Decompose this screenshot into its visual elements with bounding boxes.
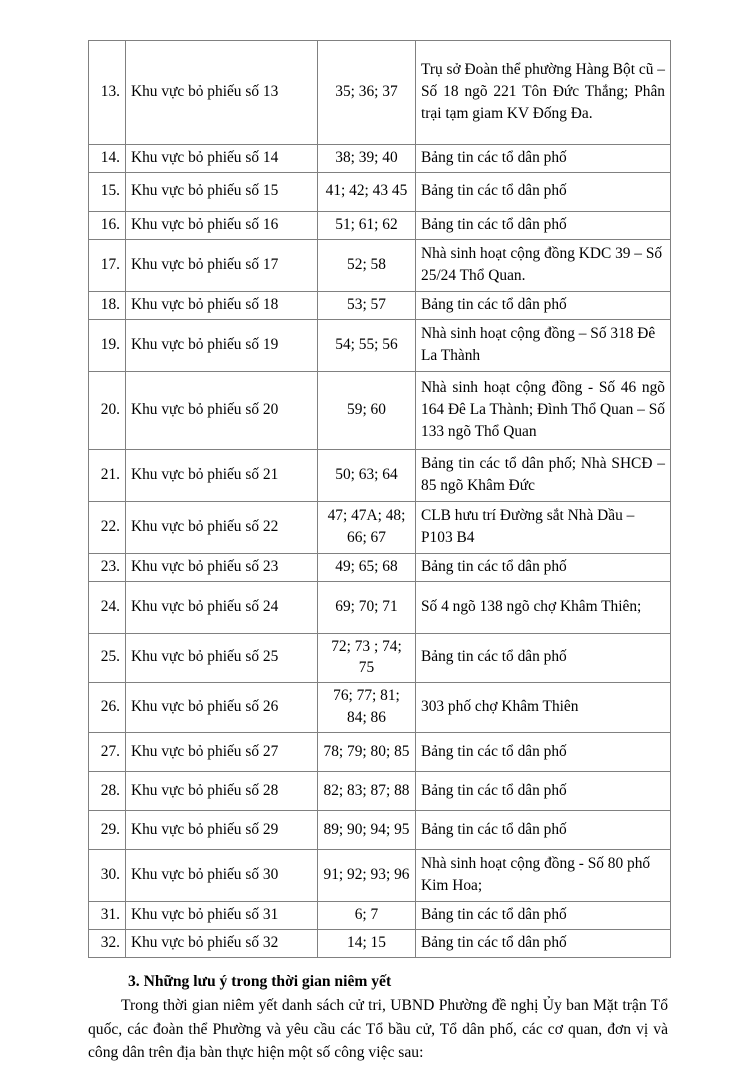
row-index: 25. — [89, 633, 126, 683]
posting-location: Bảng tin các tổ dân phố — [416, 211, 671, 239]
row-index: 19. — [89, 319, 126, 371]
row-index: 23. — [89, 553, 126, 581]
posting-location: Nhà sinh hoạt cộng đồng KDC 39 – Số 25/24 Thổ Quan. — [416, 239, 671, 291]
posting-location: Nhà sinh hoạt cộng đồng – Số 318 Đê La Thành — [416, 319, 671, 371]
voting-area-name: Khu vực bỏ phiếu số 27 — [126, 733, 318, 772]
voting-area-name: Khu vực bỏ phiếu số 31 — [126, 902, 318, 930]
table-row — [89, 501, 671, 553]
table-row — [89, 291, 671, 319]
voting-areas-table — [88, 40, 671, 958]
row-index: 32. — [89, 929, 126, 957]
row-index: 13. — [89, 41, 126, 145]
posting-location: Bảng tin các tổ dân phố — [416, 929, 671, 957]
table-row — [89, 733, 671, 772]
voting-area-name: Khu vực bỏ phiếu số 13 — [126, 41, 318, 145]
resident-group-numbers: 35; 36; 37 — [318, 41, 416, 145]
posting-location: Bảng tin các tổ dân phố — [416, 811, 671, 850]
voting-area-name: Khu vực bỏ phiếu số 15 — [126, 172, 318, 211]
resident-group-numbers: 47; 47A; 48; 66; 67 — [318, 501, 416, 553]
section-paragraph: Trong thời gian niêm yết danh sách cử tri, UBND Phường đề nghị Ủy ban Mặt trận Tổ quốc, các đoàn thể Phường và yêu cầu các Tổ bầu cử, Tổ dân phố, các cơ quan, đơn vị và công dân trên địa bàn thực hiện một số công việc sau: — [88, 997, 668, 1062]
table-row — [89, 581, 671, 633]
table-row — [89, 211, 671, 239]
row-index: 31. — [89, 902, 126, 930]
row-index: 14. — [89, 145, 126, 173]
row-index: 21. — [89, 449, 126, 501]
resident-group-numbers: 14; 15 — [318, 929, 416, 957]
voting-area-name: Khu vực bỏ phiếu số 18 — [126, 291, 318, 319]
row-index: 17. — [89, 239, 126, 291]
resident-group-numbers: 69; 70; 71 — [318, 581, 416, 633]
resident-group-numbers: 50; 63; 64 — [318, 449, 416, 501]
voting-area-name: Khu vực bỏ phiếu số 16 — [126, 211, 318, 239]
resident-group-numbers: 72; 73 ; 74; 75 — [318, 633, 416, 683]
table-row — [89, 319, 671, 371]
table-row — [89, 41, 671, 145]
voting-area-name: Khu vực bỏ phiếu số 22 — [126, 501, 318, 553]
resident-group-numbers: 89; 90; 94; 95 — [318, 811, 416, 850]
voting-area-name: Khu vực bỏ phiếu số 26 — [126, 683, 318, 733]
posting-location: Nhà sinh hoạt cộng đồng - Số 80 phố Kim Hoa; — [416, 850, 671, 902]
resident-group-numbers: 91; 92; 93; 96 — [318, 850, 416, 902]
posting-location: Bảng tin các tổ dân phố; Nhà SHCĐ – 85 ngõ Khâm Đức — [416, 449, 671, 501]
row-index: 29. — [89, 811, 126, 850]
resident-group-numbers: 54; 55; 56 — [318, 319, 416, 371]
table-row — [89, 811, 671, 850]
resident-group-numbers: 41; 42; 43 45 — [318, 172, 416, 211]
table-row — [89, 772, 671, 811]
posting-location: 303 phố chợ Khâm Thiên — [416, 683, 671, 733]
row-index: 18. — [89, 291, 126, 319]
row-index: 30. — [89, 850, 126, 902]
voting-area-name: Khu vực bỏ phiếu số 20 — [126, 371, 318, 449]
section-heading: 3. Những lưu ý trong thời gian niêm yết — [128, 972, 392, 990]
posting-location: Bảng tin các tổ dân phố — [416, 633, 671, 683]
row-index: 20. — [89, 371, 126, 449]
voting-area-name: Khu vực bỏ phiếu số 32 — [126, 929, 318, 957]
posting-location: Bảng tin các tổ dân phố — [416, 772, 671, 811]
posting-location: Bảng tin các tổ dân phố — [416, 145, 671, 173]
voting-area-name: Khu vực bỏ phiếu số 17 — [126, 239, 318, 291]
row-index: 16. — [89, 211, 126, 239]
table-body — [89, 41, 671, 958]
row-index: 15. — [89, 172, 126, 211]
posting-location: Bảng tin các tổ dân phố — [416, 172, 671, 211]
table-row — [89, 449, 671, 501]
voting-area-name: Khu vực bỏ phiếu số 30 — [126, 850, 318, 902]
voting-area-name: Khu vực bỏ phiếu số 25 — [126, 633, 318, 683]
posting-location: Bảng tin các tổ dân phố — [416, 291, 671, 319]
resident-group-numbers: 78; 79; 80; 85 — [318, 733, 416, 772]
table-row — [89, 172, 671, 211]
table-row — [89, 633, 671, 683]
row-index: 24. — [89, 581, 126, 633]
voting-area-name: Khu vực bỏ phiếu số 21 — [126, 449, 318, 501]
resident-group-numbers: 51; 61; 62 — [318, 211, 416, 239]
resident-group-numbers: 38; 39; 40 — [318, 145, 416, 173]
table-row — [89, 371, 671, 449]
resident-group-numbers: 59; 60 — [318, 371, 416, 449]
posting-location: Bảng tin các tổ dân phố — [416, 733, 671, 772]
voting-area-name: Khu vực bỏ phiếu số 19 — [126, 319, 318, 371]
posting-location: Bảng tin các tổ dân phố — [416, 553, 671, 581]
table-row — [89, 145, 671, 173]
voting-area-name: Khu vực bỏ phiếu số 14 — [126, 145, 318, 173]
table-row — [89, 239, 671, 291]
resident-group-numbers: 52; 58 — [318, 239, 416, 291]
row-index: 27. — [89, 733, 126, 772]
voting-area-name: Khu vực bỏ phiếu số 24 — [126, 581, 318, 633]
resident-group-numbers: 76; 77; 81; 84; 86 — [318, 683, 416, 733]
resident-group-numbers: 82; 83; 87; 88 — [318, 772, 416, 811]
row-index: 22. — [89, 501, 126, 553]
table-row — [89, 553, 671, 581]
voting-area-name: Khu vực bỏ phiếu số 28 — [126, 772, 318, 811]
resident-group-numbers: 49; 65; 68 — [318, 553, 416, 581]
table-row — [89, 683, 671, 733]
voting-area-name: Khu vực bỏ phiếu số 29 — [126, 811, 318, 850]
resident-group-numbers: 6; 7 — [318, 902, 416, 930]
row-index: 28. — [89, 772, 126, 811]
resident-group-numbers: 53; 57 — [318, 291, 416, 319]
row-index: 26. — [89, 683, 126, 733]
posting-location: CLB hưu trí Đường sắt Nhà Dầu – P103 B4 — [416, 501, 671, 553]
voting-area-name: Khu vực bỏ phiếu số 23 — [126, 553, 318, 581]
table-row — [89, 929, 671, 957]
table-row — [89, 902, 671, 930]
posting-location: Bảng tin các tổ dân phố — [416, 902, 671, 930]
posting-location: Số 4 ngõ 138 ngõ chợ Khâm Thiên; — [416, 581, 671, 633]
posting-location: Trụ sở Đoàn thể phường Hàng Bột cũ – Số 18 ngõ 221 Tôn Đức Thắng; Phân trại tạm giam KV Đống Đa. — [416, 41, 671, 145]
posting-location: Nhà sinh hoạt cộng đồng - Số 46 ngõ 164 Đê La Thành; Đình Thổ Quan – Số 133 ngõ Thổ Quan — [416, 371, 671, 449]
table-row — [89, 850, 671, 902]
